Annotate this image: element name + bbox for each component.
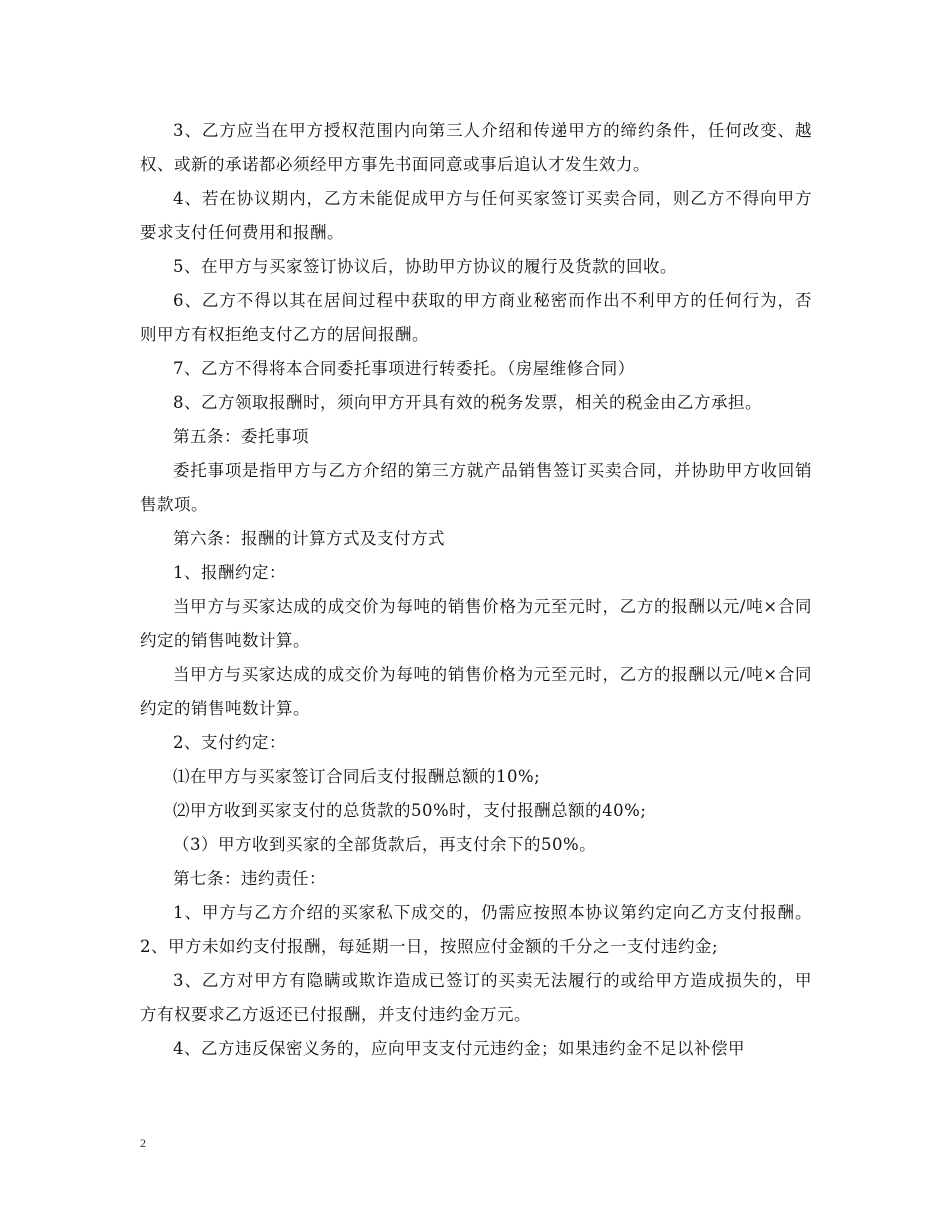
- clause-paragraph: 2、支付约定：: [173, 733, 286, 752]
- section-heading: 第六条：报酬的计算方式及支付方式: [173, 529, 445, 548]
- clause-paragraph: （3）甲方收到买家的全部货款后，再支付余下的50%。: [173, 835, 597, 854]
- clause-paragraph: 6、乙方不得以其在居间过程中获取的甲方商业秘密而作出不利甲方的任何行为，否则甲方有权拒绝支付乙方的居间报酬。: [140, 291, 812, 344]
- clause-paragraph: 4、若在协议期内，乙方未能促成甲方与任何买家签订买卖合同，则乙方不得向甲方要求支付任何费用和报酬。: [140, 189, 812, 242]
- clause-paragraph: 当甲方与买家达成的成交价为每吨的销售价格为元至元时，乙方的报酬以元/吨×合同约定的销售吨数计算。: [140, 665, 812, 718]
- clause-paragraph: 3、乙方应当在甲方授权范围内向第三人介绍和传递甲方的缔约条件，任何改变、越权、或新的承诺都必须经甲方事先书面同意或事后追认才发生效力。: [140, 121, 812, 174]
- clause-paragraph: 1、报酬约定：: [173, 563, 286, 582]
- clause-paragraph: 委托事项是指甲方与乙方介绍的第三方就产品销售签订买卖合同，并协助甲方收回销售款项。: [140, 461, 812, 514]
- clause-paragraph: 8、乙方领取报酬时，须向甲方开具有效的税务发票，相关的税金由乙方承担。: [173, 393, 762, 412]
- clause-paragraph: ⑵甲方收到买家支付的总货款的50%时，支付报酬总额的40%;: [173, 801, 647, 820]
- section-heading: 第七条：违约责任：: [173, 869, 326, 888]
- document-body: [140, 114, 812, 1066]
- section-heading: 第五条：委托事项: [173, 427, 309, 446]
- page-number: 2: [140, 1136, 146, 1150]
- clause-paragraph: 7、乙方不得将本合同委托事项进行转委托。（房屋维修合同）: [173, 359, 635, 378]
- clause-paragraph: 1、甲方与乙方介绍的买家私下成交的，仍需应按照本协议第约定向乙方支付报酬。2、甲方未如约支付报酬，每延期一日，按照应付金额的千分之一支付违约金;: [140, 903, 812, 956]
- clause-paragraph: 4、乙方违反保密义务的，应向甲支支付元违约金；如果违约金不足以补偿甲: [173, 1039, 745, 1058]
- clause-paragraph: 3、乙方对甲方有隐瞒或欺诈造成已签订的买卖无法履行的或给甲方造成损失的，甲方有权要求乙方返还已付报酬，并支付违约金万元。: [140, 971, 812, 1024]
- clause-paragraph: 当甲方与买家达成的成交价为每吨的销售价格为元至元时，乙方的报酬以元/吨×合同约定的销售吨数计算。: [140, 597, 812, 650]
- clause-paragraph: 5、在甲方与买家签订协议后，协助甲方协议的履行及货款的回收。: [173, 257, 677, 276]
- clause-paragraph: ⑴在甲方与买家签订合同后支付报酬总额的10%;: [173, 767, 541, 786]
